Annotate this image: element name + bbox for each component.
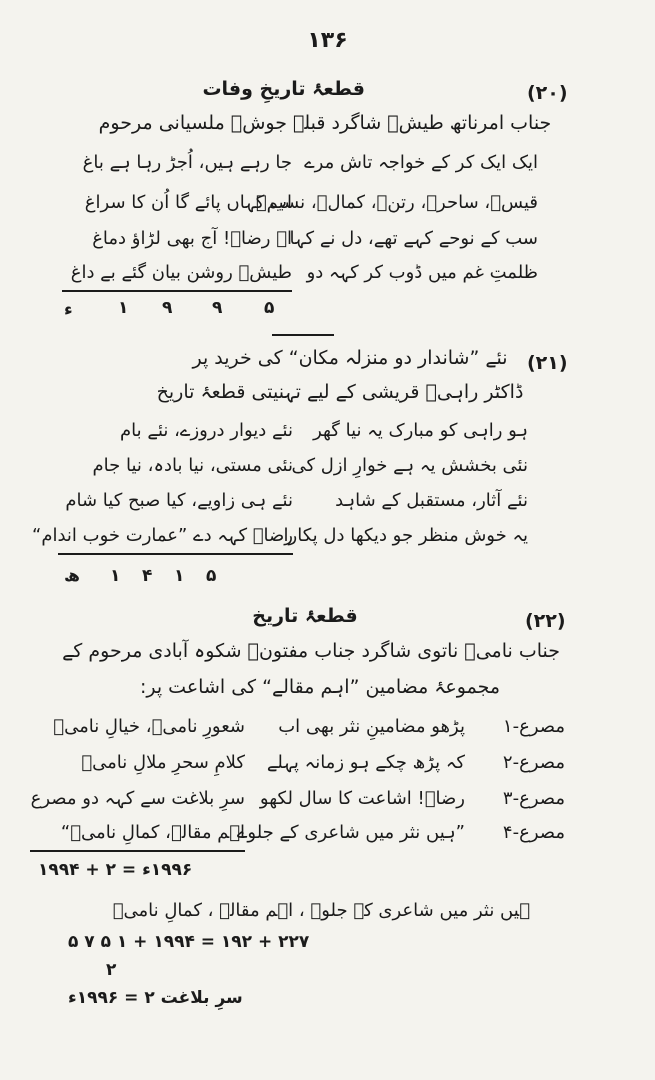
underline-20	[62, 290, 292, 292]
date-20-digit: ۱	[118, 298, 129, 318]
couplet-21-1-second: نئے دیوار دروزے، نئے بام	[120, 420, 293, 441]
misra-second: کلامِ سحرِ ملالِ نامیؔ	[81, 752, 245, 773]
section-20-subtitle: جناب امرناتھ طیشؔ شاگرد قبلہ جوشؔ ملسیانی مرحوم	[98, 112, 552, 134]
misra-label: مصرع-۱	[502, 716, 565, 737]
couplet-21-4-first: یہ خوش منظر جو دیکھا دل پکارا	[283, 525, 528, 546]
couplet-20-4-first: ظلمتِ غم میں ڈوب کر کہہ دو	[306, 262, 538, 283]
section-divider	[272, 334, 334, 336]
couplet-21-3-second: نئے ہی زاویے، کیا صبح کیا شام	[65, 490, 293, 511]
couplet-20-3-first: سب کے نوحے کہے تھے، دل نے کہا	[289, 228, 538, 249]
couplet-21-4-second: رضاؔ کہہ دے ”عمارت خوب اندام“	[32, 525, 293, 546]
date-20-digit: ۹	[212, 298, 223, 318]
date-20-digit: ۹	[162, 298, 173, 318]
section-21-number: (۲۱)	[527, 352, 568, 374]
date-21-suffix: ھ	[64, 566, 80, 586]
calculation-3: سرِ بلاغت ۲ = ۱۹۹۶ء	[68, 988, 243, 1008]
calculation-2: ۵ ۷ ۵ ۱ + ۱۹۹۴ = ۱۹۲ + ۲۲۷	[68, 932, 310, 952]
date-21-digit: ۱	[174, 566, 185, 586]
misra-first: پڑھو مضامینِ نثر بھی اب	[278, 716, 465, 737]
misra-first: ”ہیں نثر میں شاعری کے جلوے	[236, 822, 465, 843]
section-22-subtitle-2: مجموعۂ مضامین ”اہم مقالے“ کی اشاعت پر:	[139, 676, 501, 698]
page-number: ۱۳۶	[307, 28, 348, 53]
couplet-21-2-second: نئی مستی، نیا بادہ، نیا جام	[92, 455, 293, 476]
misra-second: سرِ بلاغت سے کہہ دو مصرع	[30, 788, 245, 809]
date-20-digit: ۵	[264, 298, 275, 318]
date-21-digit: ۱	[110, 566, 121, 586]
section-22-title: قطعۂ تاریخ	[252, 605, 358, 627]
misra-second: اہم مقالے، کمالِ نامیؔ“	[60, 822, 245, 843]
section-21-subtitle-2: ڈاکٹر راہیؔ قریشی کے لیے تہنیتی قطعۂ تاریخ	[156, 381, 524, 403]
misra-label: مصرع-۴	[502, 822, 565, 843]
section-20-title: قطعۂ تاریخِ وفات	[202, 78, 365, 100]
couplet-20-1-second: جا رہے ہیں، اُجڑ رہا ہے باغ	[82, 152, 292, 173]
misra-first: کہ پڑھ چکے ہو زمانہ پہلے	[266, 752, 465, 773]
couplet-20-2-first: قیسؔ، ساحرؔ، رتنؔ، کمالؔ، نسیمؔ	[255, 192, 538, 213]
carry-digit: ۲	[106, 960, 117, 980]
date-21-digit: ۵	[206, 566, 217, 586]
couplet-20-1-first: ایک ایک کر کے خواجہ تاش مرے	[304, 152, 538, 173]
couplet-20-4-second: طیشؔ روشن بیان گئے بے داغ	[70, 262, 292, 283]
date-21-digit: ۴	[142, 566, 153, 586]
date-20-suffix: ء	[64, 300, 73, 320]
calculation-1: ۱۹۹۶ء = ۲ + ۱۹۹۴	[38, 860, 193, 880]
couplet-21-3-first: نئے آثار، مستقبل کے شاہد	[335, 490, 528, 511]
couplet-21-1-first: ہو راہی کو مبارک یہ نیا گھر	[313, 420, 528, 441]
section-21-subtitle-1: نئے ”شاندار دو منزلہ مکان“ کی خرید پر	[192, 347, 508, 369]
underline-21	[58, 553, 293, 555]
section-22-subtitle-1: جناب نامیؔ ناتوی شاگرد جناب مفتونؔ شکوہ آبادی مرحوم کے	[62, 640, 560, 662]
breakdown-words: ہیں نثر میں شاعری کے جلوے ، اہم مقالے ، کمالِ نامیؔ	[112, 900, 530, 921]
section-20-number: (۲۰)	[527, 82, 568, 104]
misra-first: رضاؔ! اشاعت کا سال لکھو	[259, 788, 465, 809]
misra-label: مصرع-۲	[502, 752, 565, 773]
couplet-20-3-second: اے رضاؔ! آج بھی لڑاؤ دماغ	[92, 228, 292, 249]
section-22-number: (۲۲)	[525, 610, 566, 632]
couplet-21-2-first: نئی بخشش یہ ہے خوارِ ازل کی	[291, 455, 528, 476]
couplet-20-2-second: اب کہاں پائے گا اُن کا سراغ	[84, 192, 292, 213]
misra-second: شعورِ نامیؔ، خیالِ نامیؔ	[53, 716, 245, 737]
underline-22	[30, 850, 245, 852]
misra-label: مصرع-۳	[502, 788, 565, 809]
